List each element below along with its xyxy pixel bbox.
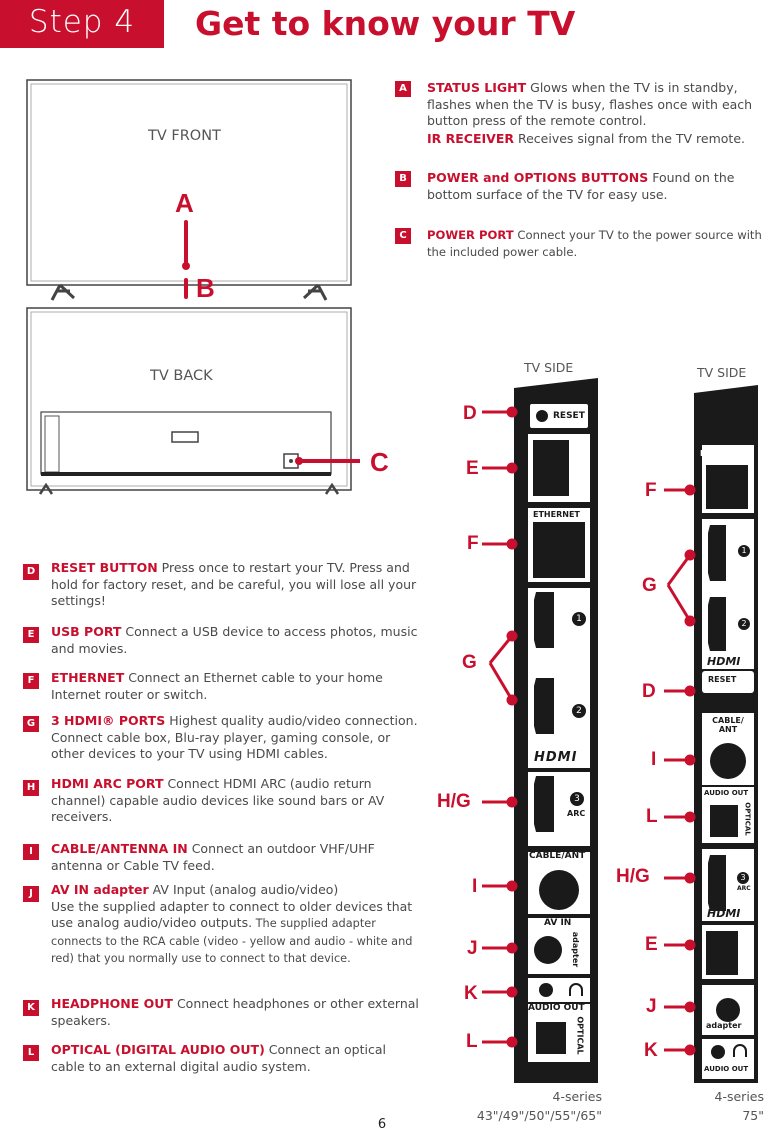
side2-label-i: I — [651, 749, 657, 770]
item-cable-antenna: CABLE/ANTENNA IN Connect an outdoor VHF/UHF antenna or Cable TV feed. — [51, 841, 375, 873]
step-label: Step 4 — [28, 4, 136, 40]
side1-label-hg: H/G — [437, 791, 471, 812]
side1-optical-text: OPTICAL — [575, 1016, 585, 1055]
side2-panel — [606, 385, 764, 1083]
side1-avin-text: AV IN — [544, 918, 572, 928]
badge-k: K — [23, 1000, 39, 1016]
side2-audio-out-text-2: AUDIO OUT — [704, 1065, 749, 1073]
badge-d: D — [23, 564, 39, 580]
page-title: Get to know your TV — [195, 4, 576, 43]
item-power-options: POWER and OPTIONS BUTTONS Found on the bottom surface of the TV for easy use. — [427, 170, 735, 202]
item-hdmi-arc: HDMI ARC PORT Connect HDMI ARC (audio return channel) capable audio devices like sound bars or AV receivers. — [51, 776, 385, 824]
item-hdmi-ports: 3 HDMI® PORTS Highest quality audio/video connection. Connect cable box, Blu-ray player, gaming console, or other devices to your TV using HDMI cables. — [51, 713, 418, 761]
side2-series: 4-series 75" — [714, 1089, 764, 1123]
side1-label-g: G — [462, 652, 477, 673]
side1-reset-text: RESET — [553, 411, 585, 421]
side1-label-i: I — [472, 876, 478, 897]
side2-adapter-text: adapter — [706, 1021, 742, 1030]
item-usb-port: USB PORT Connect a USB device to access photos, music and movies. — [51, 624, 418, 656]
item-status-light: STATUS LIGHT Glows when the TV is in standby, flashes when the TV is busy, flashes once with each button press of the remote control. — [427, 80, 753, 128]
side1-cable-text: CABLE/ANT — [529, 851, 586, 861]
badge-a: A — [395, 81, 411, 97]
badge-l: L — [23, 1045, 39, 1061]
side2-arc-text: ARC — [737, 885, 751, 892]
side1-panel — [430, 378, 600, 1083]
badge-b: B — [395, 171, 411, 187]
badge-g: G — [23, 716, 39, 732]
item-reset-button: RESET BUTTON Press once to restart your TV. Press and hold for factory reset, and be careful, you will lose all your settings! — [51, 560, 417, 608]
side2-cable-text: CABLE/ ANT — [712, 716, 744, 734]
side2-label-l: L — [646, 806, 658, 827]
badge-i: I — [23, 844, 39, 860]
side1-label-e: E — [466, 458, 479, 479]
side1-hdmi2-number: 2 — [572, 704, 586, 718]
badge-e: E — [23, 627, 39, 643]
label-c: C — [370, 447, 389, 477]
item-optical: OPTICAL (DIGITAL AUDIO OUT) Connect an optical cable to an external digital audio system. — [51, 1042, 386, 1074]
side1-ethernet-text: ETHERNET — [533, 510, 580, 519]
side1-usb-text: USB — [576, 456, 587, 478]
item-av-in: AV IN adapter AV Input (analog audio/video) Use the supplied adapter to connect to older devices that use analog audio/video outputs. The supplied adapter connects to the RCA cable (video - yellow and audio - white and red) that you normally use to connect to that device. — [51, 882, 413, 965]
page-number: 6 — [377, 1117, 387, 1132]
side2-avin-text: AV IN — [714, 985, 739, 994]
side1-hdmi-logo: HDMI — [534, 750, 578, 765]
side1-adapter-text: adapter — [571, 931, 581, 968]
side2-hdmi1-number: 1 — [738, 545, 750, 557]
item-headphone-out: HEADPHONE OUT Connect headphones or other external speakers. — [51, 996, 419, 1028]
side2-label-e: E — [645, 934, 658, 955]
side1-arc-text: ARC — [567, 809, 586, 818]
side1-hdmi1-number: 1 — [572, 612, 586, 626]
side2-audio-out-text: AUDIO OUT — [704, 789, 749, 797]
side1-label-f: F — [467, 533, 479, 554]
side2-label-hg: H/G — [616, 866, 650, 887]
item-ethernet: ETHERNET Connect an Ethernet cable to your home Internet router or switch. — [51, 670, 383, 702]
side2-hdmi-logo: HDMI — [707, 655, 741, 668]
side1-label-j: J — [467, 938, 478, 959]
label-a: A — [175, 188, 194, 218]
side1-hdmi3-number: 3 — [570, 792, 584, 806]
tv-back-drawing — [27, 308, 360, 494]
badge-c: C — [395, 228, 411, 244]
side2-hdmi2-number: 2 — [738, 618, 750, 630]
side2-label-d: D — [642, 681, 656, 702]
tv-back-caption: TV BACK — [150, 368, 213, 384]
side1-series: 4-series 43"/49"/50"/55"/65" — [476, 1089, 602, 1123]
side2-hdmi3-number: 3 — [737, 872, 749, 884]
side1-label-l: L — [466, 1031, 478, 1052]
side2-label-f: F — [645, 480, 657, 501]
side2-hdmi-logo-2: HDMI — [707, 907, 741, 920]
side2-label-j: J — [646, 996, 657, 1017]
item-power-port: POWER PORT Connect your TV to the power source with the included power cable. — [427, 228, 762, 259]
side1-caption: TV SIDE — [524, 360, 574, 375]
badge-h: H — [23, 780, 39, 796]
side1-audio-out-text: AUDIO OUT — [528, 1003, 585, 1013]
badge-j: J — [23, 886, 39, 902]
side2-caption: TV SIDE — [697, 365, 747, 380]
side2-label-k: K — [644, 1040, 658, 1061]
side2-reset-text: RESET — [708, 675, 737, 684]
side2-usb-text: USB — [740, 940, 750, 959]
side2-ethernet-text: ETHERNET — [700, 449, 747, 458]
side1-label-d: D — [463, 403, 477, 424]
item-ir-receiver: IR RECEIVER Receives signal from the TV remote. — [427, 131, 745, 146]
side1-label-k: K — [464, 983, 478, 1004]
side2-label-g: G — [642, 575, 657, 596]
label-b: B — [196, 273, 215, 303]
badge-f: F — [23, 673, 39, 689]
side2-optical-text: OPTICAL — [743, 802, 752, 836]
tv-front-caption: TV FRONT — [148, 128, 221, 144]
